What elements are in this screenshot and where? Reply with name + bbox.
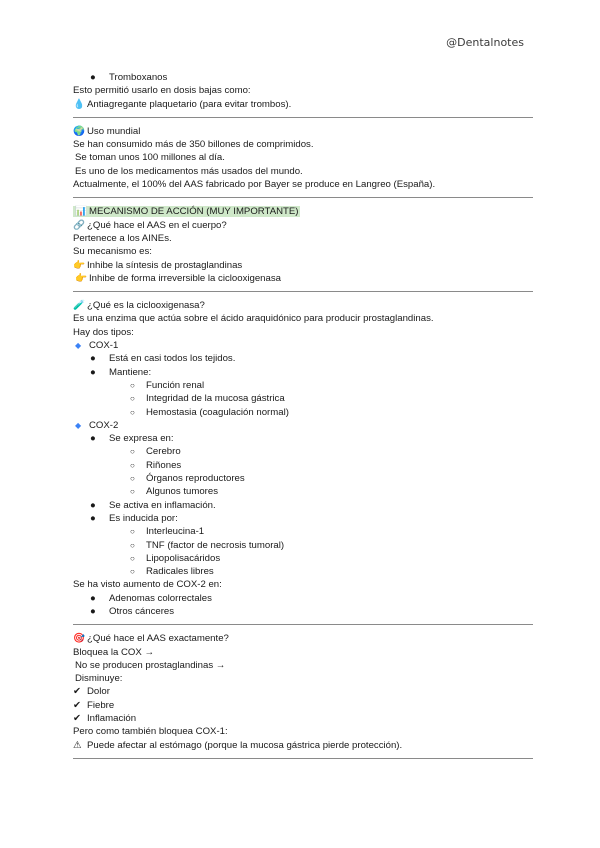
cox1-label: ◆ COX-1 [75,340,119,352]
link-icon: 🔗 [73,219,85,231]
check-item: ✔ Inflamación [73,713,137,725]
paragraph: No se producen prostaglandinas → [75,659,226,671]
mechanism-point: 👉 Inhibe la síntesis de prostaglandinas [73,259,243,271]
section-heading-aas-exactamente: 🎯 ¿Qué hace el AAS exactamente? [73,633,229,645]
paragraph: Pertenece a los AINEs. [73,232,172,244]
check-icon: ✔ [73,699,82,711]
list-item: ● Está en casi todos los tejidos. [90,353,236,365]
mechanism-point: 👉 Inhibe de forma irreversible la ciclooxigenasa [75,272,281,284]
circle-icon: ○ [130,527,135,537]
blood-drop-icon: 💧 [73,98,85,110]
paragraph: Bloquea la COX → [73,646,155,658]
circle-icon: ○ [130,447,135,457]
bullet-icon: ● [90,592,96,604]
section-heading-mecanismo: 📊 MECANISMO DE ACCIÓN (MUY IMPORTANTE) [75,206,299,218]
paragraph: Esto permitió usarlo en dosis bajas como: [73,85,251,97]
list-item: ● Se activa en inflamación. [90,499,216,511]
circle-icon: ○ [130,567,135,577]
pointing-hand-icon: 👉 [73,259,85,271]
divider [73,624,533,625]
bullet-icon: ● [90,366,96,378]
subheading: 🔗 ¿Qué hace el AAS en el cuerpo? [73,219,227,231]
circle-icon: ○ [130,394,135,404]
paragraph: Se toman unos 100 millones al día. [75,152,225,164]
bullet-icon: ● [90,72,96,83]
sub-list-item: ○ Órganos reproductores [130,473,245,485]
target-icon: 🎯 [73,633,85,645]
cox2-label: ◆ COX-2 [75,419,119,431]
sub-list-item: ○ Función renal [130,379,205,391]
sub-list-item: ○ Riñones [130,459,182,471]
paragraph: Se han consumido más de 350 billones de comprimidos. [73,139,314,151]
paragraph: Se ha visto aumento de COX-2 en: [73,579,222,591]
antiplatelet-line: 💧 Antiagregante plaquetario (para evitar trombos). [73,98,292,110]
bullet-icon: ● [90,512,96,524]
sub-list-item: ○ Hemostasia (coagulación normal) [130,406,289,418]
divider [73,291,533,292]
section-heading-ciclooxigenasa: 🧪 ¿Qué es la ciclooxigenasa? [73,300,205,312]
divider [73,197,533,198]
sub-list-item: ○ Algunos tumores [130,486,218,498]
check-item: ✔ Dolor [73,686,110,698]
circle-icon: ○ [130,540,135,550]
sub-list-item: ○ Integridad de la mucosa gástrica [130,393,285,405]
diamond-icon: ◆ [75,341,82,351]
paragraph: Su mecanismo es: [73,246,152,258]
circle-icon: ○ [130,487,135,497]
circle-icon: ○ [130,380,135,390]
divider [73,758,533,759]
paragraph: Actualmente, el 100% del AAS fabricado por Bayer se produce en Langreo (España). [73,179,436,191]
check-icon: ✔ [73,713,82,725]
sub-list-item: ○ Lipopolisacáridos [130,552,221,564]
chart-icon: 📊 [75,206,87,218]
sub-list-item: ○ Cerebro [130,446,181,458]
diamond-icon: ◆ [75,420,82,430]
circle-icon: ○ [130,460,135,470]
test-tube-icon: 🧪 [73,300,85,312]
paragraph: Es una enzima que actúa sobre el ácido araquidónico para producir prostaglandinas. [73,313,434,325]
paragraph: Disminuye: [75,673,123,685]
warning-line: ⚠ Puede afectar al estómago (porque la mucosa gástrica pierde protección). [73,739,403,751]
sub-list-item: ○ Interleucina-1 [130,526,205,538]
paragraph: Pero como también bloquea COX-1: [73,726,228,738]
bullet-icon: ● [90,353,96,365]
bullet-icon: ● [90,433,96,445]
list-item: ● Tromboxanos [90,72,168,83]
watermark: @Dentalnotes [446,36,524,49]
list-item: ● Se expresa en: [90,433,174,445]
section-heading-uso-mundial: 🌍 Uso mundial [73,125,141,137]
bullet-icon: ● [90,605,96,617]
circle-icon: ○ [130,553,135,563]
divider [73,117,533,118]
warning-icon: ⚠ [73,739,82,751]
pointing-hand-icon: 👉 [75,272,87,284]
sub-list-item: ○ TNF (factor de necrosis tumoral) [130,539,285,551]
paragraph: Hay dos tipos: [73,326,134,338]
check-icon: ✔ [73,686,82,698]
list-item: ● Otros cánceres [90,605,175,617]
page-content [73,71,533,766]
circle-icon: ○ [130,407,135,417]
paragraph: Es uno de los medicamentos más usados del mundo. [75,165,303,177]
circle-icon: ○ [130,474,135,484]
list-item: ● Es inducida por: [90,512,178,524]
bullet-icon: ● [90,499,96,511]
globe-icon: 🌍 [73,125,85,137]
list-item: ● Mantiene: [90,366,152,378]
list-item: ● Adenomas colorrectales [90,592,212,604]
sub-list-item: ○ Radicales libres [130,566,214,578]
check-item: ✔ Fiebre [73,699,115,711]
